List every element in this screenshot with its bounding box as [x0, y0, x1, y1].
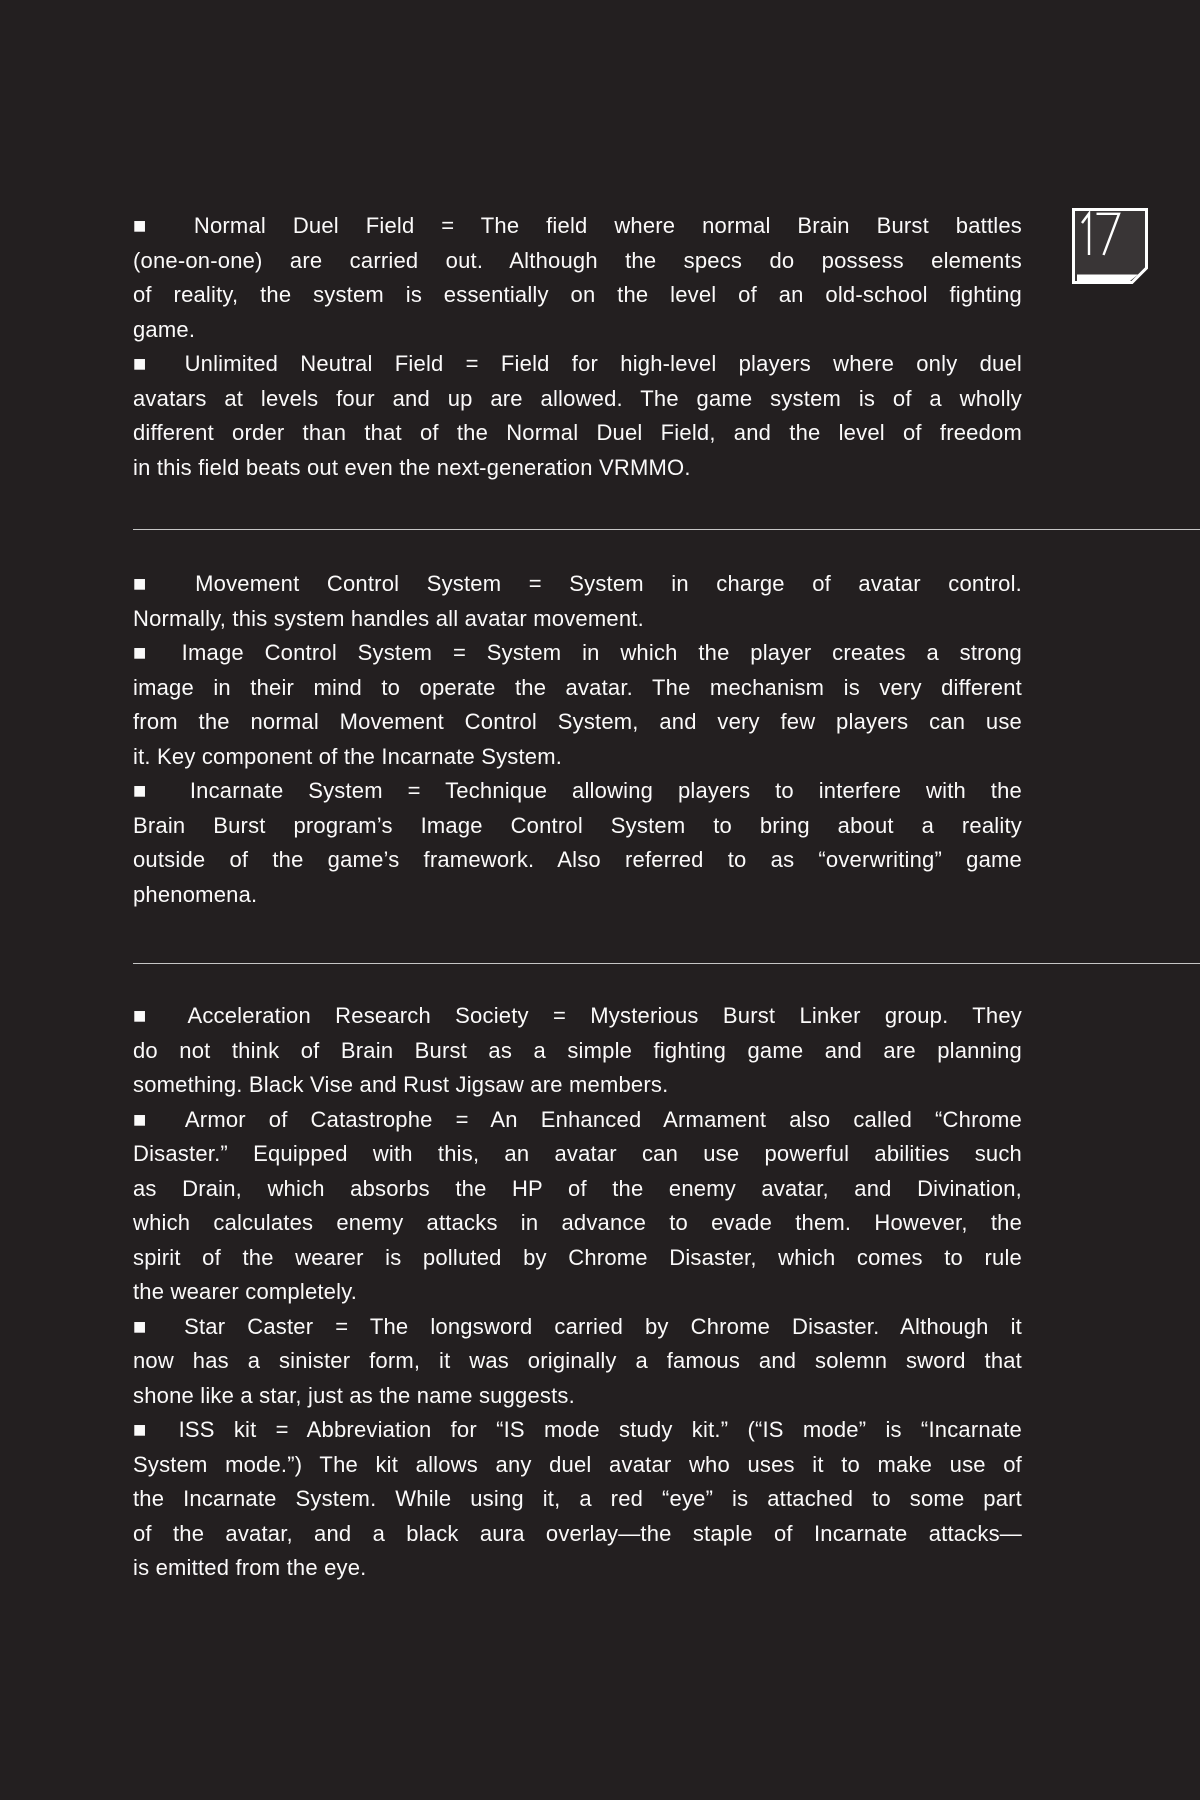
glossary-line: ■ Unlimited Neutral Field = Field for high-level players where only duel [133, 351, 1022, 376]
glossary-line: now has a sinister form, it was originally a famous and solemn sword that [133, 1348, 1022, 1373]
page-number-badge [1072, 208, 1148, 285]
glossary-line: of the avatar, and a black aura overlay—the staple of Incarnate attacks— [133, 1520, 1022, 1546]
glossary-line: is emitted from the eye. [133, 1555, 367, 1580]
glossary-section-fields [133, 209, 1022, 485]
glossary-line: which calculates enemy attacks in advance to evade them. However, the [133, 1210, 1022, 1235]
glossary-line: ■ Image Control System = System in which the player creates a strong [133, 640, 1022, 665]
page-corner-icon [1072, 208, 1148, 285]
section-divider [133, 529, 1200, 530]
glossary-line: ■ Movement Control System = System in charge of avatar control. [133, 571, 1022, 596]
glossary-line: System mode.”) The kit allows any duel avatar who uses it to make use of [133, 1451, 1022, 1477]
glossary-line: the Incarnate System. While using it, a red “eye” is attached to some part [133, 1486, 1022, 1511]
section-divider [133, 963, 1200, 964]
glossary-line: of reality, the system is essentially on the level of an old-school fighting [133, 282, 1022, 307]
glossary-line: avatars at levels four and up are allowed. The game system is of a wholly [133, 385, 1022, 411]
glossary-line: as Drain, which absorbs the HP of the enemy avatar, and Divination, [133, 1175, 1022, 1201]
glossary-line: ■ Star Caster = The longsword carried by Chrome Disaster. Although it [133, 1313, 1022, 1339]
glossary-line: something. Black Vise and Rust Jigsaw are members. [133, 1072, 669, 1097]
glossary-section-lore [133, 999, 1022, 1586]
glossary-line: ■ ISS kit = Abbreviation for “IS mode study kit.” (“IS mode” is “Incarnate [133, 1417, 1022, 1442]
glossary-line: Brain Burst program’s Image Control System to bring about a reality [133, 812, 1022, 838]
glossary-line: ■ Armor of Catastrophe = An Enhanced Armament also called “Chrome [133, 1106, 1022, 1132]
glossary-line: Disaster.” Equipped with this, an avatar can use powerful abilities such [133, 1141, 1022, 1166]
glossary-line: ■ Incarnate System = Technique allowing players to interfere with the [133, 778, 1022, 803]
glossary-line: phenomena. [133, 881, 258, 907]
glossary-line: Normally, this system handles all avatar movement. [133, 605, 644, 631]
glossary-line: ■ Acceleration Research Society = Mysterious Burst Linker group. They [133, 1003, 1022, 1028]
glossary-line: from the normal Movement Control System, and very few players can use [133, 709, 1022, 734]
glossary-line: spirit of the wearer is polluted by Chrome Disaster, which comes to rule [133, 1244, 1022, 1270]
glossary-line: (one-on-one) are carried out. Although the specs do possess elements [133, 247, 1022, 273]
glossary-line: ■ Normal Duel Field = The field where normal Brain Burst battles [133, 213, 1022, 238]
glossary-line: shone like a star, just as the name suggests. [133, 1382, 575, 1408]
glossary-line: different order than that of the Normal Duel Field, and the level of freedom [133, 420, 1022, 445]
glossary-line: the wearer completely. [133, 1279, 358, 1304]
glossary-line: image in their mind to operate the avatar. The mechanism is very different [133, 674, 1022, 700]
glossary-section-systems [133, 567, 1022, 912]
glossary-line: it. Key component of the Incarnate System. [133, 743, 563, 769]
glossary-line: outside of the game’s framework. Also referred to as “overwriting” game [133, 847, 1022, 872]
glossary-line: do not think of Brain Burst as a simple fighting game and are planning [133, 1037, 1022, 1063]
glossary-line: game. [133, 316, 196, 342]
glossary-line: in this field beats out even the next-generation VRMMO. [133, 454, 691, 480]
